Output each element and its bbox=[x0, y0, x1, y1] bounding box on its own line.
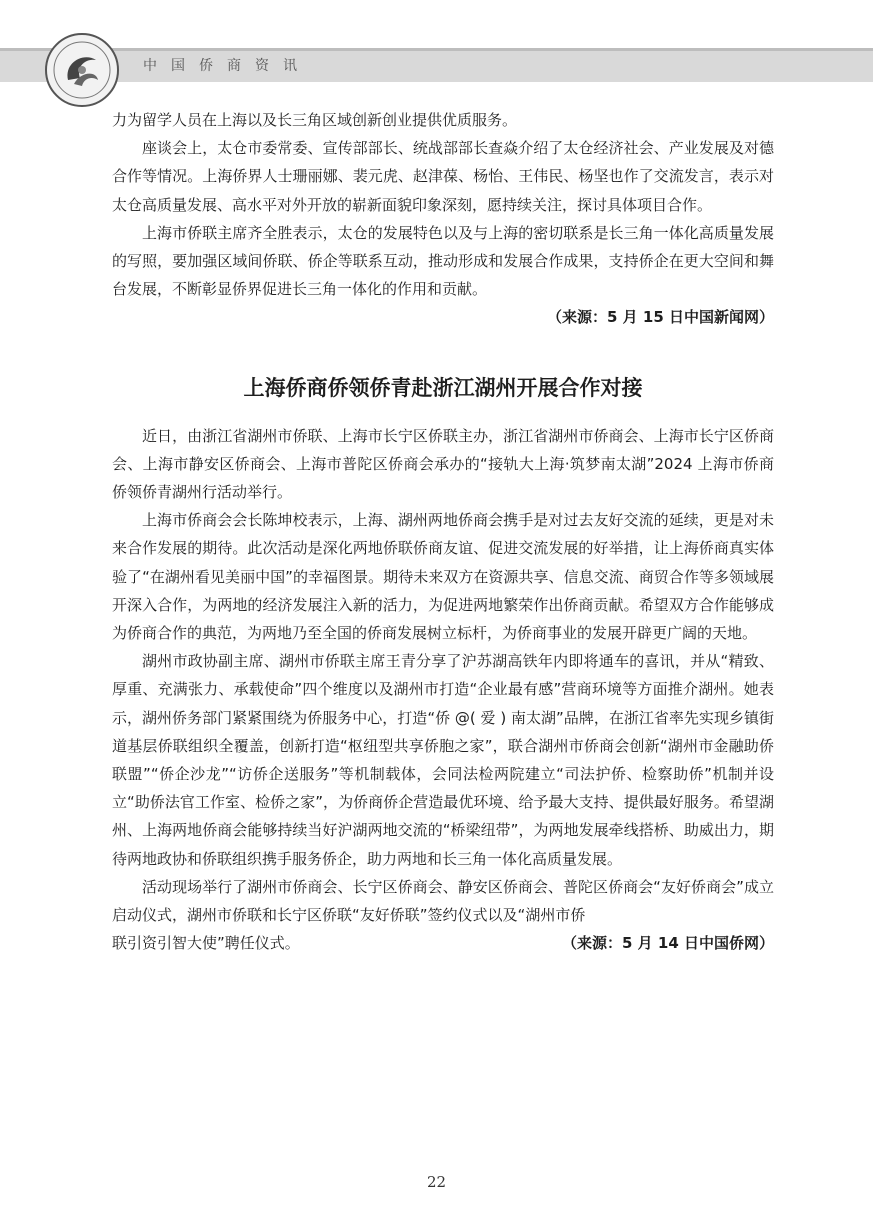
article1-paragraph: 上海市侨联主席齐全胜表示，太仓的发展特色以及与上海的密切联系是长三角一体化高质量发展的写照，要加强区域间侨联、侨企等联系互动，推动形成和发展合作成果，支持侨企在更大空间和舞台发展，不断彰显侨界促进长三角一体化的作用和贡献。 bbox=[112, 223, 774, 299]
article2-closing-line bbox=[112, 929, 774, 957]
article2-last-text: 联引资引智大使”聘任仪式。 bbox=[112, 934, 300, 953]
article2-paragraph: 近日，由浙江省湖州市侨联、上海市长宁区侨联主办，浙江省湖州市侨商会、上海市长宁区侨商会、上海市静安区侨商会、上海市普陀区侨商会承办的“接轨大上海·筑梦南太湖”2024 上海市侨商侨领侨青湖州行活动举行。 bbox=[112, 426, 774, 502]
article1-paragraph: 力为留学人员在上海以及长三角区域创新创业提供优质服务。 bbox=[112, 111, 518, 129]
article1-paragraph: 座谈会上，太仓市委常委、宣传部部长、统战部部长查焱介绍了太仓经济社会、产业发展及对德合作等情况。上海侨界人士珊丽娜、裴元虎、赵津葆、杨怡、王伟民、杨坚也作了交流发言，表示对太仓高质量发展、高水平对外开放的崭新面貌印象深刻，愿持续关注，探讨具体项目合作。 bbox=[112, 139, 774, 214]
header-band bbox=[0, 48, 873, 82]
page-body bbox=[112, 106, 774, 957]
association-logo bbox=[44, 32, 120, 108]
article1-source: （来源：5 月 15 日中国新闻网） bbox=[547, 308, 774, 327]
article2-source: （来源：5 月 14 日中国侨网） bbox=[562, 934, 774, 953]
article2-paragraph: 上海市侨商会会长陈坤校表示，上海、湖州两地侨商会携手是对过去友好交流的延续，更是对未来合作发展的期待。此次活动是深化两地侨联侨商友谊、促进交流发展的好举措，让上海侨商真实体验了“在湖州看见美丽中国”的幸福图景。期待未来双方在资源共享、信息交流、商贸合作等多领域展开深入合作，为两地的经济发展注入新的活力，为促进两地繁荣作出侨商贡献。希望双方合作能够成为侨商合作的典范，为两地乃至全国的侨商发展树立标杆，为侨商事业的发展开辟更广阔的天地。 bbox=[112, 511, 774, 643]
page-number: 22 bbox=[426, 1173, 447, 1191]
article2-title: 上海侨商侨领侨青赴浙江湖州开展合作对接 bbox=[243, 375, 643, 400]
article2-paragraph: 活动现场举行了湖州市侨商会、长宁区侨商会、静安区侨商会、普陀区侨商会“友好侨商会”成立启动仪式，湖州市侨联和长宁区侨联“友好侨联”签约仪式以及“湖州市侨 bbox=[112, 877, 774, 925]
header-title: 中国侨商资讯 bbox=[143, 58, 311, 74]
article2-paragraph: 湖州市政协副主席、湖州市侨联主席王青分享了沪苏湖高铁年内即将通车的喜讯，并从“精致、厚重、充满张力、承载使命”四个维度以及湖州市打造“企业最有感”营商环境等方面推介湖州。她表示，湖州侨务部门紧紧围绕为侨服务中心，打造“侨 @( 爱 ) 南太湖”品牌，在浙江省率先实现乡镇街道基层侨联组织全覆盖，创新打造“枢纽型共享侨胞之家”，联合湖州市侨商会创新“湖州市金融助侨联盟”“侨企沙龙”“访侨企送服务”等机制载体，会同法检两院建立“司法护侨、检察助侨”机制并设立“助侨法官工作室、检侨之家”，为侨商侨企营造最优环境、给予最大支持、提供最好服务。希望湖州、上海两地侨商会能够持续当好沪湖两地交流的“桥梁纽带”，为两地发展牵线搭桥、助威出力，期待两地政协和侨联组织携手服务侨企，助力两地和长三角一体化高质量发展。 bbox=[112, 652, 774, 868]
